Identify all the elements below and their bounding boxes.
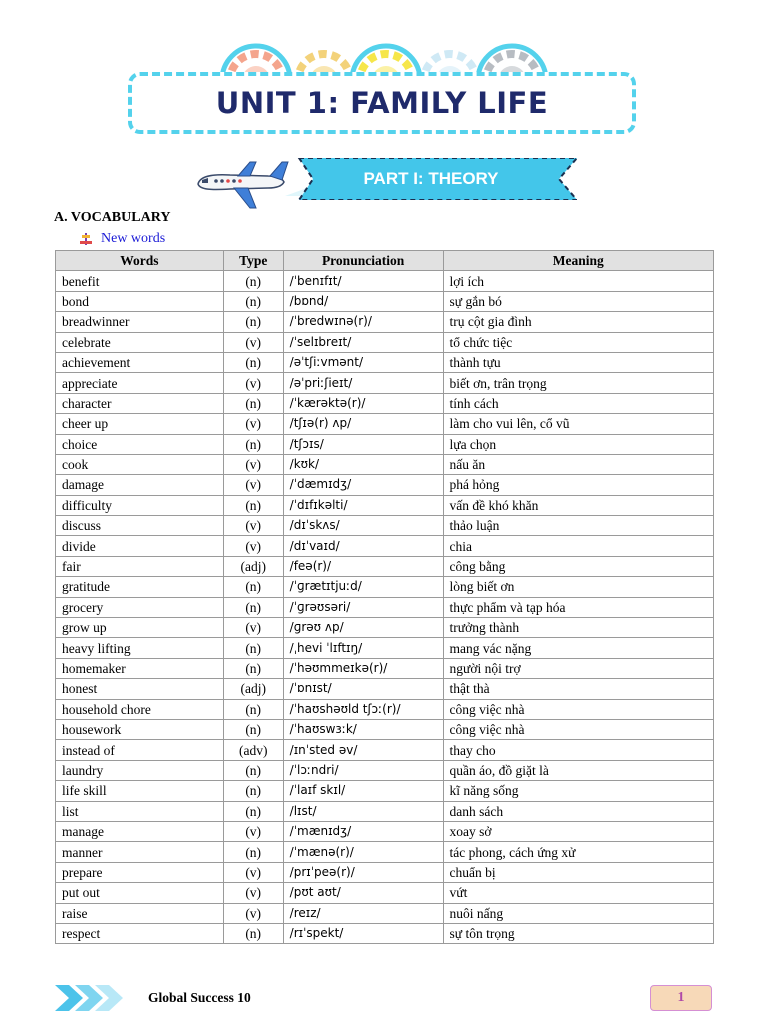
type-cell: (adj) bbox=[223, 556, 283, 576]
pronunciation-cell: /ˈɡrəʊsəri/ bbox=[283, 597, 443, 617]
column-header-type: Type bbox=[223, 251, 283, 271]
pronunciation-cell: /reɪz/ bbox=[283, 903, 443, 923]
pronunciation-cell: /kʊk/ bbox=[283, 454, 443, 474]
type-cell: (adj) bbox=[223, 679, 283, 699]
table-row bbox=[56, 373, 714, 393]
pronunciation-cell: /ɡrəʊ ʌp/ bbox=[283, 618, 443, 638]
word-cell: choice bbox=[56, 434, 224, 454]
table-row bbox=[56, 516, 714, 536]
table-row bbox=[56, 352, 714, 372]
meaning-cell: lựa chọn bbox=[443, 434, 714, 454]
meaning-cell: thật thà bbox=[443, 679, 714, 699]
type-cell: (v) bbox=[223, 862, 283, 882]
chevron-arrows-icon bbox=[55, 985, 131, 1011]
meaning-cell: xoay sở bbox=[443, 821, 714, 841]
table-row bbox=[56, 414, 714, 434]
table-row bbox=[56, 719, 714, 739]
word-cell: household chore bbox=[56, 699, 224, 719]
pronunciation-cell: /ˈmænə(r)/ bbox=[283, 842, 443, 862]
meaning-cell: chuẩn bị bbox=[443, 862, 714, 882]
type-cell: (v) bbox=[223, 618, 283, 638]
pronunciation-cell: /rɪˈspekt/ bbox=[283, 923, 443, 943]
word-cell: damage bbox=[56, 475, 224, 495]
word-cell: appreciate bbox=[56, 373, 224, 393]
title-box bbox=[128, 72, 636, 134]
meaning-cell: sự tôn trọng bbox=[443, 923, 714, 943]
column-header-words: Words bbox=[56, 251, 224, 271]
table-row bbox=[56, 556, 714, 576]
column-header-meaning: Meaning bbox=[443, 251, 714, 271]
pronunciation-cell: /ˌhevi ˈlɪftɪŋ/ bbox=[283, 638, 443, 658]
word-cell: achievement bbox=[56, 352, 224, 372]
word-cell: life skill bbox=[56, 781, 224, 801]
meaning-cell: phá hỏng bbox=[443, 475, 714, 495]
type-cell: (n) bbox=[223, 923, 283, 943]
type-cell: (n) bbox=[223, 577, 283, 597]
pronunciation-cell: /ˈhaʊswɜːk/ bbox=[283, 719, 443, 739]
word-cell: prepare bbox=[56, 862, 224, 882]
word-cell: fair bbox=[56, 556, 224, 576]
meaning-cell: thành tựu bbox=[443, 352, 714, 372]
table-row bbox=[56, 842, 714, 862]
word-cell: character bbox=[56, 393, 224, 413]
meaning-cell: nấu ăn bbox=[443, 454, 714, 474]
table-row bbox=[56, 923, 714, 943]
pronunciation-cell: /ˈlaɪf skɪl/ bbox=[283, 781, 443, 801]
pronunciation-cell: /tʃɔɪs/ bbox=[283, 434, 443, 454]
type-cell: (n) bbox=[223, 291, 283, 311]
pronunciation-cell: /lɪst/ bbox=[283, 801, 443, 821]
word-cell: benefit bbox=[56, 271, 224, 291]
type-cell: (n) bbox=[223, 658, 283, 678]
table-header-row bbox=[56, 251, 714, 271]
word-cell: grow up bbox=[56, 618, 224, 638]
bullet-icon bbox=[78, 232, 94, 246]
meaning-cell: biết ơn, trân trọng bbox=[443, 373, 714, 393]
meaning-cell: thảo luận bbox=[443, 516, 714, 536]
word-cell: manner bbox=[56, 842, 224, 862]
word-cell: bond bbox=[56, 291, 224, 311]
page-number: 1 bbox=[650, 985, 712, 1011]
meaning-cell: danh sách bbox=[443, 801, 714, 821]
unit-title: UNIT 1: FAMILY LIFE bbox=[215, 86, 549, 120]
pronunciation-cell: /ˈhəʊmmeɪkə(r)/ bbox=[283, 658, 443, 678]
type-cell: (n) bbox=[223, 842, 283, 862]
pronunciation-cell: /tʃɪə(r) ʌp/ bbox=[283, 414, 443, 434]
meaning-cell: tính cách bbox=[443, 393, 714, 413]
table-row bbox=[56, 618, 714, 638]
word-cell: cheer up bbox=[56, 414, 224, 434]
meaning-cell: thay cho bbox=[443, 740, 714, 760]
pronunciation-cell: /ˈbenɪfɪt/ bbox=[283, 271, 443, 291]
pronunciation-cell: /feə(r)/ bbox=[283, 556, 443, 576]
type-cell: (adv) bbox=[223, 740, 283, 760]
table-row bbox=[56, 679, 714, 699]
type-cell: (v) bbox=[223, 332, 283, 352]
airplane-icon bbox=[190, 156, 300, 210]
table-row bbox=[56, 312, 714, 332]
pronunciation-cell: /ˈɡrætɪtjuːd/ bbox=[283, 577, 443, 597]
word-cell: raise bbox=[56, 903, 224, 923]
table-body bbox=[56, 271, 714, 944]
meaning-cell: công việc nhà bbox=[443, 719, 714, 739]
type-cell: (n) bbox=[223, 719, 283, 739]
word-cell: divide bbox=[56, 536, 224, 556]
type-cell: (n) bbox=[223, 760, 283, 780]
type-cell: (n) bbox=[223, 271, 283, 291]
pronunciation-cell: /dɪˈvaɪd/ bbox=[283, 536, 443, 556]
meaning-cell: trụ cột gia đình bbox=[443, 312, 714, 332]
meaning-cell: mang vác nặng bbox=[443, 638, 714, 658]
meaning-cell: vứt bbox=[443, 883, 714, 903]
table-row bbox=[56, 577, 714, 597]
meaning-cell: kĩ năng sống bbox=[443, 781, 714, 801]
table-row bbox=[56, 291, 714, 311]
table-row bbox=[56, 495, 714, 515]
table-row bbox=[56, 475, 714, 495]
pronunciation-cell: /ˈhaʊshəʊld tʃɔː(r)/ bbox=[283, 699, 443, 719]
type-cell: (n) bbox=[223, 699, 283, 719]
word-cell: housework bbox=[56, 719, 224, 739]
word-cell: list bbox=[56, 801, 224, 821]
pronunciation-cell: /ɪnˈsted əv/ bbox=[283, 740, 443, 760]
table-row bbox=[56, 271, 714, 291]
table-row bbox=[56, 332, 714, 352]
table-row bbox=[56, 801, 714, 821]
meaning-cell: chia bbox=[443, 536, 714, 556]
meaning-cell: lợi ích bbox=[443, 271, 714, 291]
meaning-cell: nuôi nấng bbox=[443, 903, 714, 923]
type-cell: (n) bbox=[223, 495, 283, 515]
table-row bbox=[56, 740, 714, 760]
word-cell: cook bbox=[56, 454, 224, 474]
pronunciation-cell: /ˈɒnɪst/ bbox=[283, 679, 443, 699]
meaning-cell: làm cho vui lên, cổ vũ bbox=[443, 414, 714, 434]
type-cell: (v) bbox=[223, 536, 283, 556]
pronunciation-cell: /ˈselɪbreɪt/ bbox=[283, 332, 443, 352]
vocabulary-table bbox=[55, 250, 714, 944]
pronunciation-cell: /ˈmænɪdʒ/ bbox=[283, 821, 443, 841]
part-label: PART I: THEORY bbox=[363, 169, 499, 188]
table-row bbox=[56, 638, 714, 658]
table-row bbox=[56, 699, 714, 719]
word-cell: laundry bbox=[56, 760, 224, 780]
word-cell: put out bbox=[56, 883, 224, 903]
table-row bbox=[56, 658, 714, 678]
word-cell: homemaker bbox=[56, 658, 224, 678]
meaning-cell: vấn đề khó khăn bbox=[443, 495, 714, 515]
type-cell: (n) bbox=[223, 801, 283, 821]
pronunciation-cell: /ˈkærəktə(r)/ bbox=[283, 393, 443, 413]
meaning-cell: tác phong, cách ứng xử bbox=[443, 842, 714, 862]
pronunciation-cell: /ˈlɔːndri/ bbox=[283, 760, 443, 780]
table-row bbox=[56, 597, 714, 617]
word-cell: respect bbox=[56, 923, 224, 943]
word-cell: breadwinner bbox=[56, 312, 224, 332]
pronunciation-cell: /ˈbredwɪnə(r)/ bbox=[283, 312, 443, 332]
meaning-cell: sự gắn bó bbox=[443, 291, 714, 311]
table-row bbox=[56, 781, 714, 801]
type-cell: (n) bbox=[223, 638, 283, 658]
type-cell: (v) bbox=[223, 516, 283, 536]
word-cell: gratitude bbox=[56, 577, 224, 597]
pronunciation-cell: /əˈtʃiːvmənt/ bbox=[283, 352, 443, 372]
word-cell: heavy lifting bbox=[56, 638, 224, 658]
meaning-cell: người nội trợ bbox=[443, 658, 714, 678]
type-cell: (n) bbox=[223, 597, 283, 617]
type-cell: (v) bbox=[223, 475, 283, 495]
type-cell: (n) bbox=[223, 781, 283, 801]
pronunciation-cell: /dɪˈskʌs/ bbox=[283, 516, 443, 536]
type-cell: (n) bbox=[223, 434, 283, 454]
table-row bbox=[56, 883, 714, 903]
type-cell: (v) bbox=[223, 821, 283, 841]
column-header-pronunciation: Pronunciation bbox=[283, 251, 443, 271]
section-heading: A. VOCABULARY bbox=[54, 210, 171, 225]
table-row bbox=[56, 434, 714, 454]
pronunciation-cell: /prɪˈpeə(r)/ bbox=[283, 862, 443, 882]
type-cell: (n) bbox=[223, 312, 283, 332]
table-row bbox=[56, 862, 714, 882]
new-words-heading bbox=[78, 231, 165, 247]
meaning-cell: công bằng bbox=[443, 556, 714, 576]
word-cell: celebrate bbox=[56, 332, 224, 352]
table-row bbox=[56, 903, 714, 923]
meaning-cell: lòng biết ơn bbox=[443, 577, 714, 597]
table-row bbox=[56, 393, 714, 413]
meaning-cell: trưởng thành bbox=[443, 618, 714, 638]
book-title: Global Success 10 bbox=[148, 990, 251, 1005]
type-cell: (v) bbox=[223, 903, 283, 923]
pronunciation-cell: /ˈdɪfɪkəlti/ bbox=[283, 495, 443, 515]
pronunciation-cell: /bɒnd/ bbox=[283, 291, 443, 311]
pronunciation-cell: /əˈpriːʃieɪt/ bbox=[283, 373, 443, 393]
table-row bbox=[56, 536, 714, 556]
pronunciation-cell: /pʊt aʊt/ bbox=[283, 883, 443, 903]
type-cell: (v) bbox=[223, 883, 283, 903]
word-cell: grocery bbox=[56, 597, 224, 617]
type-cell: (n) bbox=[223, 352, 283, 372]
pronunciation-cell: /ˈdæmɪdʒ/ bbox=[283, 475, 443, 495]
subheading-text: New words bbox=[101, 231, 166, 246]
meaning-cell: thực phẩm và tạp hóa bbox=[443, 597, 714, 617]
meaning-cell: công việc nhà bbox=[443, 699, 714, 719]
word-cell: manage bbox=[56, 821, 224, 841]
type-cell: (v) bbox=[223, 414, 283, 434]
meaning-cell: quần áo, đồ giặt là bbox=[443, 760, 714, 780]
table-row bbox=[56, 454, 714, 474]
word-cell: difficulty bbox=[56, 495, 224, 515]
type-cell: (v) bbox=[223, 373, 283, 393]
word-cell: instead of bbox=[56, 740, 224, 760]
table-row bbox=[56, 821, 714, 841]
word-cell: honest bbox=[56, 679, 224, 699]
type-cell: (n) bbox=[223, 393, 283, 413]
type-cell: (v) bbox=[223, 454, 283, 474]
meaning-cell: tổ chức tiệc bbox=[443, 332, 714, 352]
table-row bbox=[56, 760, 714, 780]
word-cell: discuss bbox=[56, 516, 224, 536]
